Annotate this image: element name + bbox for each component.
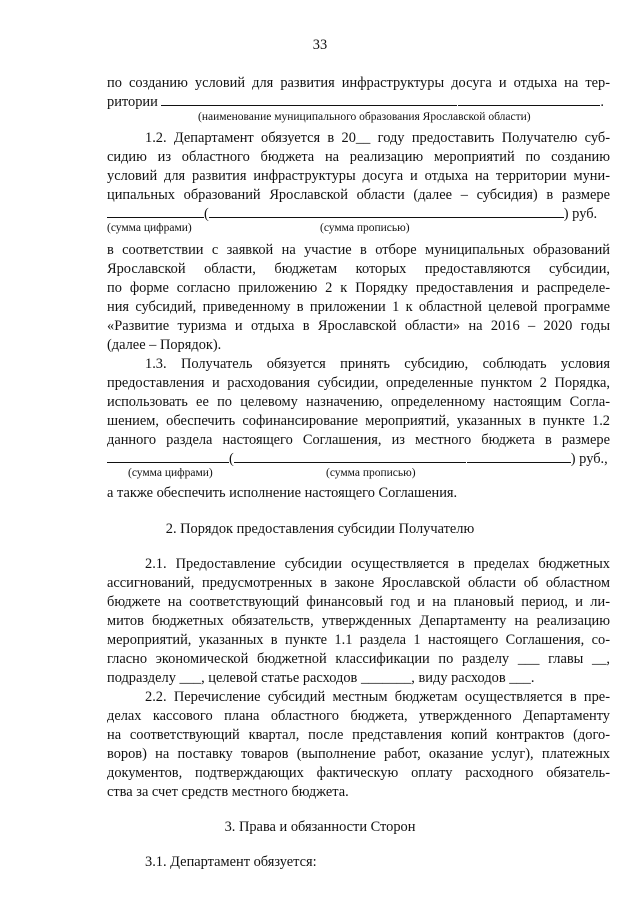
text-line: а также обеспечить исполнение настоящего Соглашения. [107, 485, 458, 501]
section-heading-2: 2. Порядок предоставления субсидии Получателю [165, 521, 475, 537]
text-line: сидию из областного бюджета на реализацию мероприятий по созданию [107, 149, 610, 165]
blank-field [107, 450, 229, 463]
caption-words: (сумма прописью) [320, 222, 410, 234]
text-line: в соответствии с заявкой на участие в отборе муниципальных образований [107, 242, 610, 258]
text-line: мероприятий, указанных в пункте 1.1 раздела 1 настоящего Соглашения, со- [107, 632, 610, 648]
text-line: митов бюджетных обязательств, утвержденных Департаменту на реализацию [107, 613, 610, 629]
text-line: по созданию условий для развития инфраструктуры досуга и отдыха на тер- [107, 75, 610, 91]
blank-field [161, 93, 457, 106]
text-line: документов, подтверждающих фактическую оплату расходного обязатель- [107, 765, 610, 781]
text-line: ципальных образований Ярославской области (далее – субсидия) в размере [107, 187, 610, 203]
text-line: гласно экономической бюджетной классификации по разделу ___ главы __, [107, 651, 610, 667]
text-line: воров) на поставку товаров (выполнение работ, оказание услуг), платежных [107, 746, 610, 762]
caption-digits: (сумма цифрами) [128, 467, 213, 479]
text-line: условий для развития инфраструктуры досуга и отдыха на территории муни- [107, 168, 610, 184]
text-line: 2.1. Предоставление субсидии осуществляется в пределах бюджетных [145, 556, 610, 572]
caption-digits: (сумма цифрами) [107, 222, 192, 234]
text-line: Ярославской области, бюджетам которых предоставляются субсидии, [107, 261, 610, 277]
text-fragment: ритории [107, 94, 158, 110]
text-line: использовать ее по целевому назначению, определенному настоящим Согла- [107, 394, 610, 410]
territory-line [107, 93, 610, 112]
text-fragment: ( [229, 451, 234, 467]
text-line: 1.3. Получатель обязуется принять субсидию, соблюдать условия [145, 356, 610, 372]
text-line: по форме согласно приложению 2 к Порядку предоставления и распределе- [107, 280, 610, 296]
text-line: ства за счет средств местного бюджета. [107, 784, 349, 800]
text-line: (далее – Порядок). [107, 337, 222, 353]
caption-municipality: (наименование муниципального образования Ярославской области) [198, 111, 531, 123]
blank-field [467, 450, 571, 463]
text-line: ассигнований, предусмотренных в законе Ярославской области об областном [107, 575, 610, 591]
text-line: ния субсидий, приведенному в приложении 1 к областной целевой программе [107, 299, 610, 315]
text-line: 3.1. Департамент обязуется: [145, 854, 317, 870]
section-heading-3: 3. Права и обязанности Сторон [224, 819, 416, 835]
text-line: 1.2. Департамент обязуется в 20__ году предоставить Получателю суб- [145, 130, 610, 146]
blank-field [209, 205, 564, 218]
blank-field [234, 450, 466, 463]
text-fragment: . [600, 94, 605, 110]
text-line: на соответствующий квартал, после представления копий контрактов (дого- [107, 727, 610, 743]
text-fragment: ( [204, 206, 209, 222]
text-fragment: ) руб. [563, 206, 598, 222]
caption-words: (сумма прописью) [326, 467, 416, 479]
text-line: 2.2. Перечисление субсидий местным бюджетам осуществляется в пре- [145, 689, 610, 705]
blank-field [458, 93, 600, 106]
blank-field [107, 205, 204, 218]
text-line: бюджете на соответствующий финансовый год и на плановый период, и ли- [107, 594, 610, 610]
text-line: подразделу ___, целевой статье расходов _______, виду расходов ___. [107, 670, 535, 686]
text-line: «Развитие туризма и отдыха в Ярославской области» на 2016 – 2020 годы [107, 318, 610, 334]
text-line: шением, обеспечить софинансирование мероприятий, указанных в пункте 1.2 [107, 413, 610, 429]
text-fragment: ) руб., [570, 451, 608, 467]
text-line: данного раздела настоящего Соглашения, из местного бюджета в размере [107, 432, 610, 448]
text-line: делах кассового плана областного бюджета, утвержденного Департаменту [107, 708, 610, 724]
page-number: 33 [312, 37, 328, 53]
text-line: предоставления и расходования субсидии, определенные пунктом 2 Порядка, [107, 375, 610, 391]
